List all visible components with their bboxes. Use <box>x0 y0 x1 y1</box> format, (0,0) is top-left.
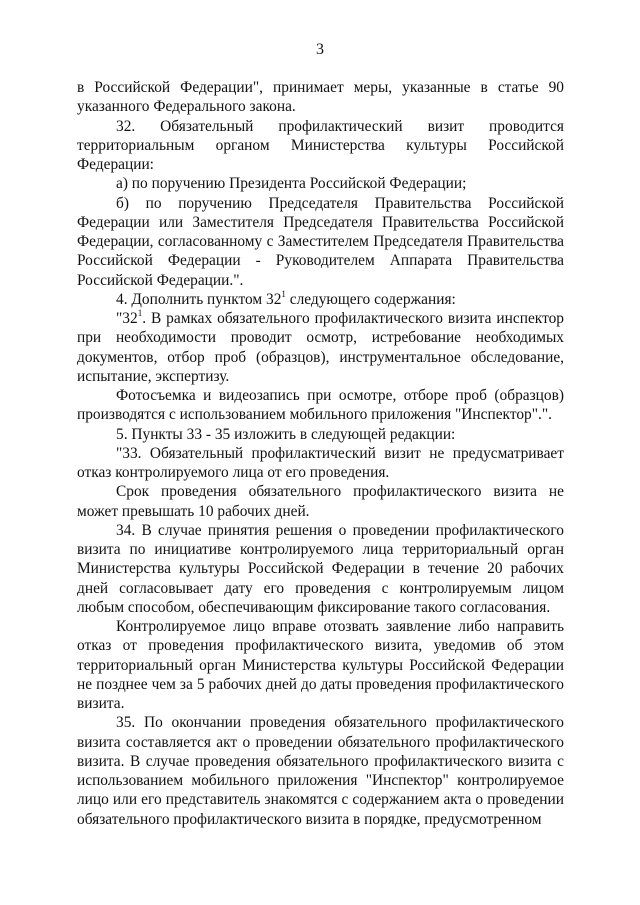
superscript-marker: 1 <box>137 307 143 318</box>
amendment-4-text-end: следующего содержания: <box>285 290 456 308</box>
item-32-1-text: . В рамках обязательного профилактического визита инспектор при необходимости проводит осмотр, истребование необходимых документов, отбор проб (образцов), инструментальное обследование, испытание, экспертизу. <box>77 310 564 385</box>
paragraph-item-35: 35. По окончании проведения обязательного профилактического визита составляется акт о проведении обязательного профилактического визита. В случае проведения обязательного профилактического визита с использованием мобильного приложения "Инспектор" контролируемое лицо или его представитель знакомятся с содержанием акта о проведении обязательного профилактического визита в порядке, предусмотренном <box>77 714 564 828</box>
paragraph-subitem-b: б) по поручению Председателя Правительства Российской Федерации или Заместителя Председателя Правительства Российской Федерации, согласованному с Заместителем Председателя Правительства Российской Федерации - Руководителем Аппарата Правительства Российской Федерации.". <box>77 194 564 289</box>
paragraph-visit-term: Срок проведения обязательного профилактического визита не может превышать 10 рабочих дней. <box>77 483 564 520</box>
paragraph-item-34: 34. В случае принятия решения о проведении профилактического визита по инициативе контролируемого лица территориальный орган Министерства культуры Российской Федерации в течение 20 рабочих дней согласовывает дату его проведения с контролируемым лицом любым способом, обеспечивающим фиксирование такого согласования. <box>77 521 564 616</box>
paragraph-withdrawal: Контролируемое лицо вправе отозвать заявление либо направить отказ от проведения профилактического визита, уведомив об этом территориальный орган Министерства культуры Российской Федерации не позднее чем за 5 рабочих дней до даты проведения профилактического визита. <box>77 618 564 712</box>
paragraph-continuation: в Российской Федерации", принимает меры, указанные в статье 90 указанного Федерального закона. <box>77 79 564 116</box>
paragraph-item-33: "33. Обязательный профилактический визит не предусматривает отказ контролируемого лица от его проведения. <box>77 444 564 481</box>
paragraph-item-32: 32. Обязательный профилактический визит проводится территориальным органом Министерства культуры Российской Федерации: <box>77 117 564 173</box>
paragraph-subitem-a: а) по поручению Президента Российской Федерации; <box>116 175 467 193</box>
item-32-1-number: "32 <box>116 310 138 327</box>
superscript-marker: 1 <box>281 288 286 299</box>
paragraph-amendment-5: 5. Пункты 33 - 35 изложить в следующей редакции: <box>116 425 456 443</box>
amendment-4-text-start: 4. Дополнить пунктом 32 <box>116 290 282 308</box>
document-body <box>77 78 564 829</box>
paragraph-photo-video: Фотосъемка и видеозапись при осмотре, отборе проб (образцов) производятся с использованием мобильного приложения "Инспектор".". <box>77 387 564 424</box>
page-number: 3 <box>316 41 324 58</box>
paragraph-amendment-4 <box>77 290 564 309</box>
paragraph-item-32-1 <box>77 309 564 386</box>
